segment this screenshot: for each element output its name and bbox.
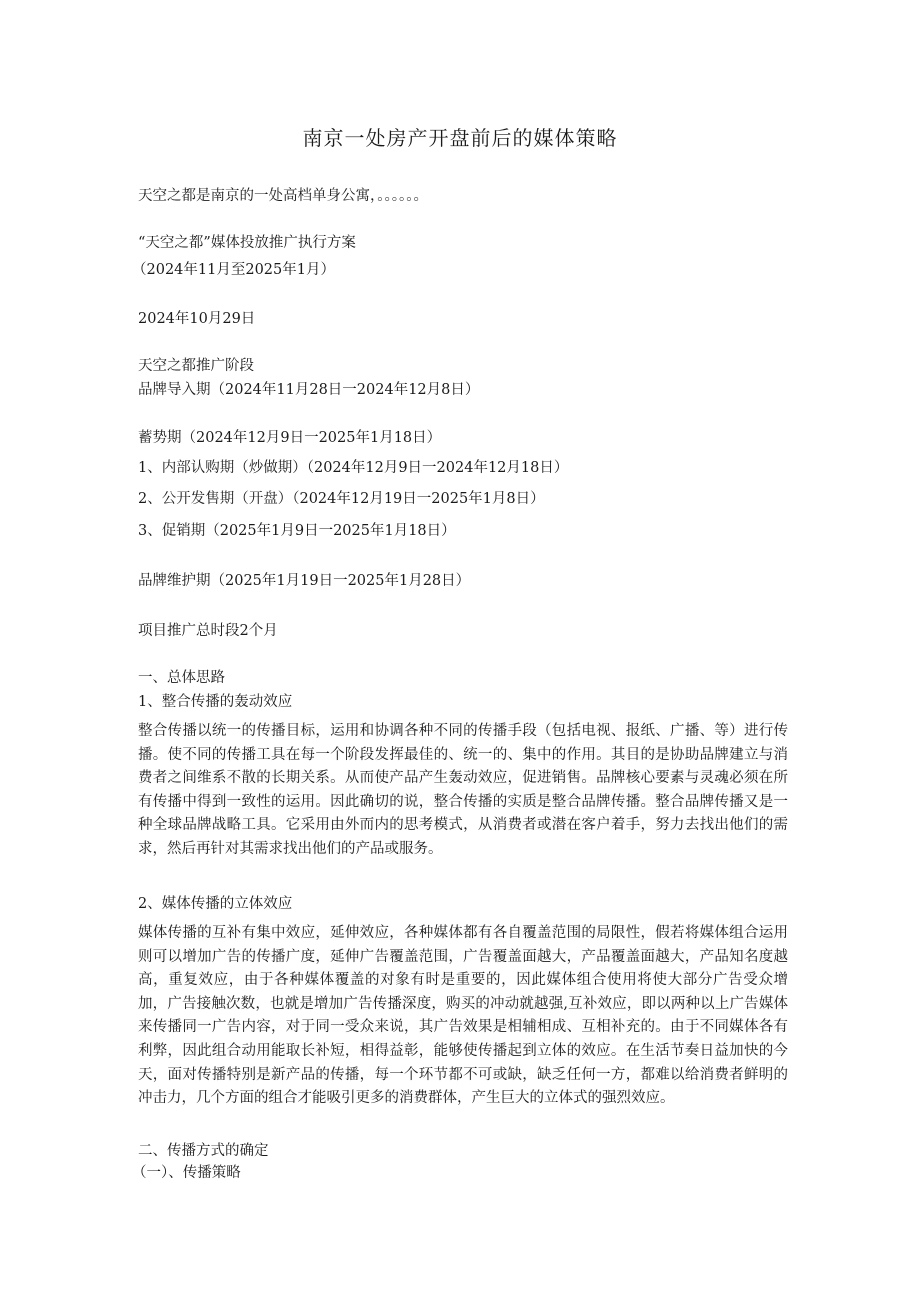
total-period: 项目推广总时段2个月 [138, 623, 278, 639]
phase-build-item-1: 1、内部认购期（炒做期）（2024年12月9日一2024年12月18日） [138, 460, 569, 476]
section1-paragraph-2: 媒体传播的互补有集中效应，延伸效应，各种媒体都有各自覆盖范围的局限性，假若将媒体组合运用则可以增加广告的传播广度，延伸广告覆盖范围，广告覆盖面越大，产品覆盖面越大，产品知名度越高，重复效应，由于各种媒体覆盖的对象有时是重要的，因此媒体组合使用将使大部分广告受众增加，广告接触次数，也就是增加广告传播深度，购买的冲动就越强,互补效应，即以两种以上广告媒体来传播同一广告内容，对于同一受众来说，其广告效果是相辅相成、互相补充的。由于不同媒体各有利弊，因此组合动用能取长补短，相得益彰，能够使传播起到立体的效应。在生活节奏日益加快的今天，面对传播特别是新产品的传播，每一个环节都不可或缺，缺乏任何一方，都难以给消费者鲜明的冲击力，几个方面的组合才能吸引更多的消费群体，产生巨大的立体式的强烈效应。 [138, 925, 788, 1107]
phase-heading: 天空之都推广阶段 [138, 358, 254, 374]
phase-build-item-3: 3、促销期（2025年1月9日一2025年1月18日） [138, 523, 456, 539]
document-title: 南京一处房产开盘前后的媒体策略 [302, 126, 618, 150]
intro-line: 天空之都是南京的一处高档单身公寓，。。。。。。 [138, 188, 428, 204]
phase-maintain: 品牌维护期（2025年1月19日一2025年1月28日） [138, 573, 471, 589]
section1-heading: 一、总体思路 [138, 670, 225, 686]
section2-heading: 二、传播方式的确定 [138, 1143, 269, 1159]
section2-subheading-1: （一）、传播策略 [132, 1165, 241, 1181]
section1-subheading-1: 1、整合传播的轰动效应 [138, 694, 293, 710]
section1-paragraph-1: 整合传播以统一的传播目标，运用和协调各种不同的传播手段（包括电视、报纸、广播、等）进行传播。使不同的传播工具在每一个阶段发挥最佳的、统一的、集中的作用。其目的是协助品牌建立与消费者之间维系不散的长期关系。从而使产品产生轰动效应，促进销售。品牌核心要素与灵魂必须在所有传播中得到一致性的运用。因此确切的说，整合传播的实质是整合品牌传播。整合品牌传播又是一种全球品牌战略工具。它采用由外而内的思考模式，从消费者或潜在客户着手，努力去找出他们的需求，然后再针对其需求找出他们的产品或服务。 [138, 723, 788, 857]
phase-build-item-2: 2、公开发售期（开盘）（2024年12月19日一2025年1月8日） [138, 491, 545, 507]
section1-subheading-2: 2、媒体传播的立体效应 [138, 896, 293, 912]
document-date: 2024年10月29日 [138, 311, 256, 327]
phase-build: 蓄势期（2024年12月9日一2025年1月18日） [138, 430, 442, 446]
phase-brand-intro: 品牌导入期（2024年11月28日一2024年12月8日） [138, 382, 480, 398]
plan-title: “天空之都”媒体投放推广执行方案 [138, 235, 356, 251]
plan-period: （2024年11月至2025年1月） [132, 262, 335, 278]
